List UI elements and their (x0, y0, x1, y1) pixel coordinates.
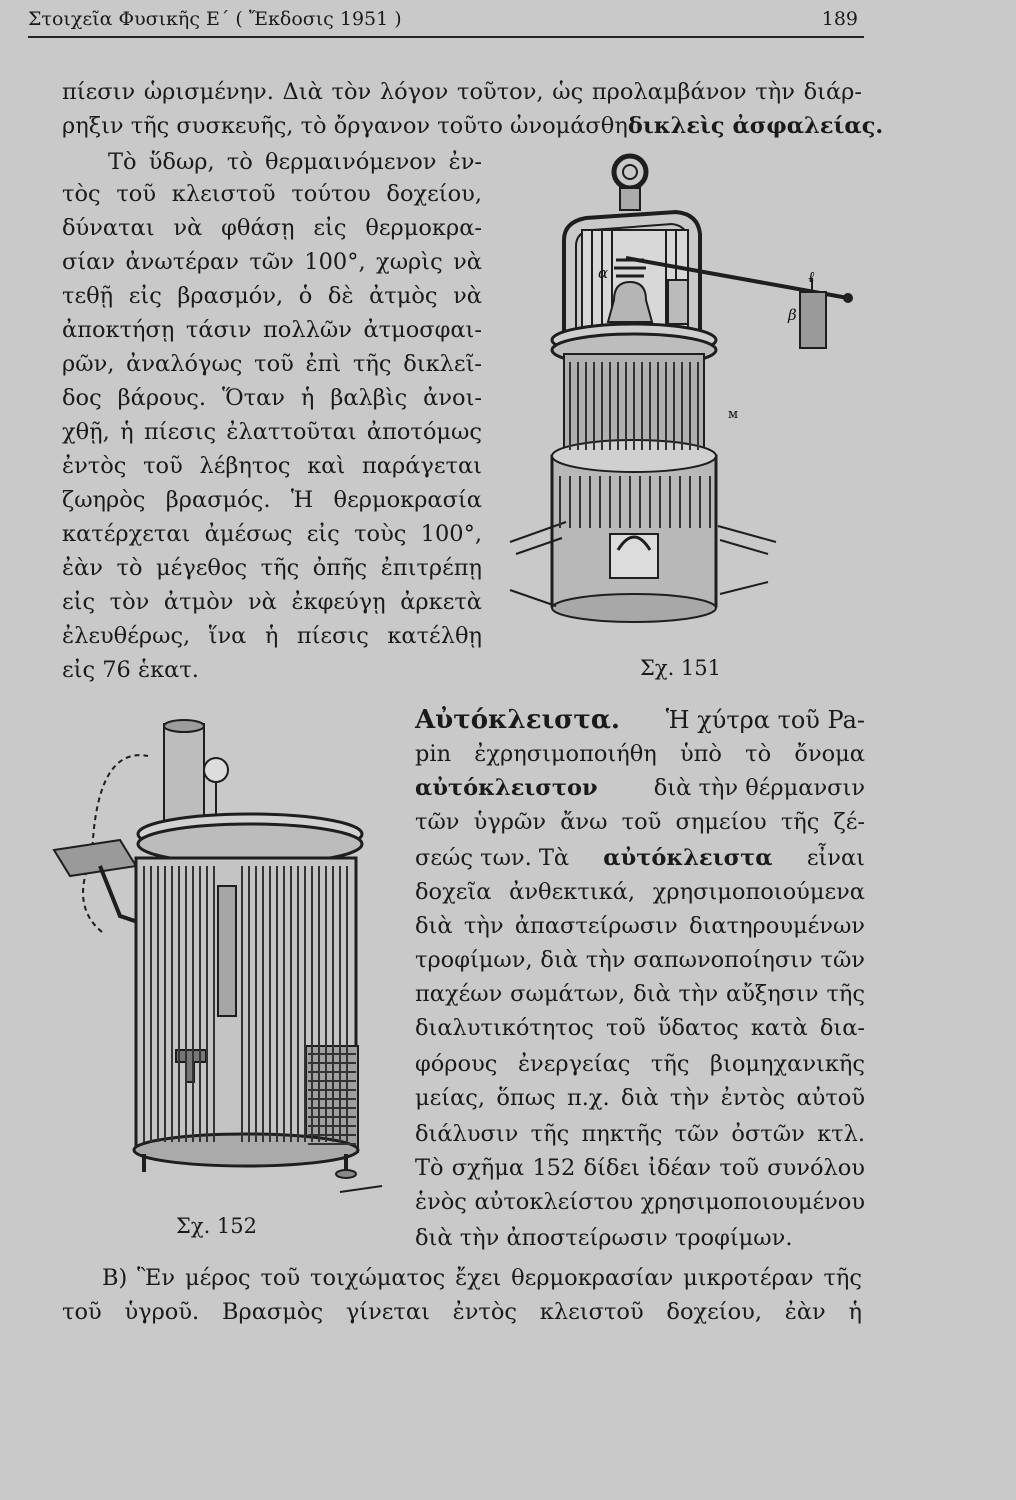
left-para-text-10: ζωηρὸς βρασμός. Ἡ θερμοκρασία (62, 487, 482, 513)
intro-line-2 (62, 110, 884, 142)
autoclave-rest-line-6 (415, 1082, 865, 1114)
left-para-text-5: ἀποκτήσῃ τάσιν πολλῶν ἀτμοσφαι- (62, 317, 482, 343)
left-para-text-2: δύναται νὰ φθάσῃ εἰς θερμοκρα- (62, 215, 482, 241)
left-para-text-11: κατέρχεται ἀμέσως εἰς τοὺς 100°, (62, 521, 482, 547)
left-para-text-14: ἐλευθέρως, ἵνα ἡ πίεσις κατέλθῃ (62, 623, 482, 649)
left-para-text-1: τὸς τοῦ κλειστοῦ τούτου δοχείου, (62, 181, 482, 207)
autoclave-line-2-text: pin ἐχρησιμοποιήθη ὑπὸ τὸ ὄνομα (415, 741, 865, 767)
left-para-line-5 (62, 314, 482, 346)
figure-151-illustration (506, 150, 862, 650)
autoclave-line-3 (415, 772, 865, 804)
autoclave-rest-line-3 (415, 978, 865, 1010)
page-number: 189 (821, 8, 858, 30)
safety-valve-term: δικλεὶς ἀσφαλείας. (627, 113, 884, 139)
running-title: Στοιχεῖα Φυσικῆς Ε΄ ( Ἔκδοσις 1951 ) (28, 8, 402, 30)
left-para-text-3: σίαν ἀνωτέραν τῶν 100°, χωρὶς νὰ (62, 249, 482, 275)
autoclave-rest-line-9 (415, 1186, 865, 1218)
left-para-text-4: τεθῇ εἰς βρασμόν, ὁ δὲ ἀτμὸς νὰ (62, 283, 482, 309)
left-para-line-15: εἰς 76 ἑκατ. (62, 657, 199, 683)
autoclave-heading: Αὐτόκλειστα. (415, 705, 620, 735)
autoclave-rest-text-5: φόρους ἐνεργείας τῆς βιομηχανικῆς (415, 1051, 865, 1077)
left-para-text-13: εἰς τὸν ἀτμὸν νὰ ἐκφεύγῃ ἀρκετὰ (62, 589, 482, 615)
autoclave-rest-line-8 (415, 1152, 865, 1184)
left-para-line-8 (62, 416, 482, 448)
autoclave-rest-line-1 (415, 910, 865, 942)
figure-151-label-m: м (728, 407, 739, 422)
section-b-line-1 (102, 1262, 862, 1294)
autoclave-line-1-rest: Ἡ χύτρα τοῦ Pa- (665, 706, 865, 734)
intro-line-2-text: ρηξιν τῆς συσκευῆς, τὸ ὄργανον τοῦτο ὠνομάσθη (62, 113, 628, 139)
autoclave-rest-text-4: διαλυτικότητος τοῦ ὕδατος κατὰ δια- (415, 1015, 865, 1041)
left-para-line-6 (62, 348, 482, 380)
figure-151-label-a: α (598, 264, 609, 282)
left-para-line-1 (62, 178, 482, 210)
left-para-line-12 (62, 552, 482, 584)
autoclave-line-5-start: σεώς των. Τὰ (415, 845, 570, 871)
figure-151-label-l: ℓ (808, 268, 815, 286)
autoclave-rest-line-0 (415, 876, 865, 908)
intro-line-1: πίεσιν ὡρισμένην. Διὰ τὸν λόγον τοῦτον, ὡς προλαμβάνον τὴν διάρ- (62, 79, 862, 105)
autoclave-rest-text-1: διὰ τὴν ἀπαστείρωσιν διατηρουμένων (415, 913, 865, 939)
left-para-text-8: χθῇ, ἡ πίεσις ἐλαττοῦται ἀποτόμως (62, 419, 482, 445)
left-para-text-12: ἐὰν τὸ μέγεθος τῆς ὀπῆς ἐπιτρέπῃ (62, 555, 482, 581)
autoclave-plural-term: αὐτόκλειστα (603, 845, 773, 871)
left-para-line-2 (62, 212, 482, 244)
autoclave-rest-text-2: τροφίμων, διὰ τὴν σαπωνοποίησιν τῶν (415, 947, 865, 973)
left-para-line-3 (62, 246, 482, 278)
figure-152-illustration (40, 716, 390, 1196)
figure-151-label-b: β (788, 306, 797, 324)
autoclave-rest-line-7 (415, 1118, 865, 1150)
autoclave-rest-text-3: παχέων σωμάτων, διὰ τὴν αὔξησιν τῆς (415, 981, 865, 1007)
figure-151-caption: Σχ. 151 (640, 656, 722, 680)
autoclave-rest-text-9: ἑνὸς αὐτοκλείστου χρησιμοποιουμένου (415, 1189, 865, 1215)
left-para-line-10 (62, 484, 482, 516)
autoclave-rest-text-6: μείας, ὅπως π.χ. διὰ τὴν ἐντὸς αὐτοῦ (415, 1085, 865, 1111)
autoclave-line-1 (415, 704, 865, 736)
autoclave-line-4-text: τῶν ὑγρῶν ἄνω τοῦ σημείου τῆς ζέ- (415, 809, 865, 835)
section-b-line-2 (62, 1296, 862, 1328)
autoclave-rest-line-5 (415, 1048, 865, 1080)
section-b-text-1: Β) Ἓν μέρος τοῦ τοιχώματος ἔχει θερμοκρασίαν μικροτέραν τῆς (102, 1265, 862, 1291)
autoclave-rest-line-10: διὰ τὴν ἀποστείρωσιν τροφίμων. (415, 1225, 793, 1251)
autoclave-line-5-end: εἶναι (806, 845, 865, 871)
page-header (28, 4, 864, 38)
autoclave-rest-text-8: Τὸ σχῆμα 152 δίδει ἰδέαν τοῦ συνόλου (415, 1155, 865, 1181)
autoclave-rest-line-4 (415, 1012, 865, 1044)
autoclave-line-2 (415, 738, 865, 770)
section-b-text-2: τοῦ ὑγροῦ. Βρασμὸς γίνεται ἐντὸς κλειστοῦ δοχείου, ἐὰν ἡ (62, 1299, 862, 1325)
autoclave-rest-text-7: διάλυσιν τῆς πηκτῆς τῶν ὀστῶν κτλ. (415, 1121, 865, 1147)
left-para-text-7: δος βάρους. Ὅταν ἡ βαλβὶς ἀνοι- (62, 385, 482, 411)
left-para-line-9 (62, 450, 482, 482)
left-para-line-7 (62, 382, 482, 414)
left-para-text-9: ἐντὸς τοῦ λέβητος καὶ παράγεται (62, 453, 482, 479)
left-para-line-13 (62, 586, 482, 618)
left-para-line-14 (62, 620, 482, 652)
left-para-text-6: ρῶν, ἀναλόγως τοῦ ἐπὶ τῆς δικλεῖ- (62, 351, 482, 377)
left-para-line-11 (62, 518, 482, 550)
autoclave-term: αὐτόκλειστον (415, 775, 598, 801)
autoclave-line-3-rest: διὰ τὴν θέρμανσιν (653, 775, 865, 801)
figure-152-caption: Σχ. 152 (176, 1214, 258, 1238)
left-para-text-0: Τὸ ὕδωρ, τὸ θερμαινόμενον ἐν- (108, 149, 482, 175)
autoclave-rest-text-0: δοχεῖα ἀνθεκτικά, χρησιμοποιούμενα (415, 879, 865, 905)
autoclave-rest-line-2 (415, 944, 865, 976)
left-para-line-0 (108, 146, 482, 178)
autoclave-line-5 (415, 842, 865, 874)
autoclave-line-4 (415, 806, 865, 838)
left-para-line-4 (62, 280, 482, 312)
